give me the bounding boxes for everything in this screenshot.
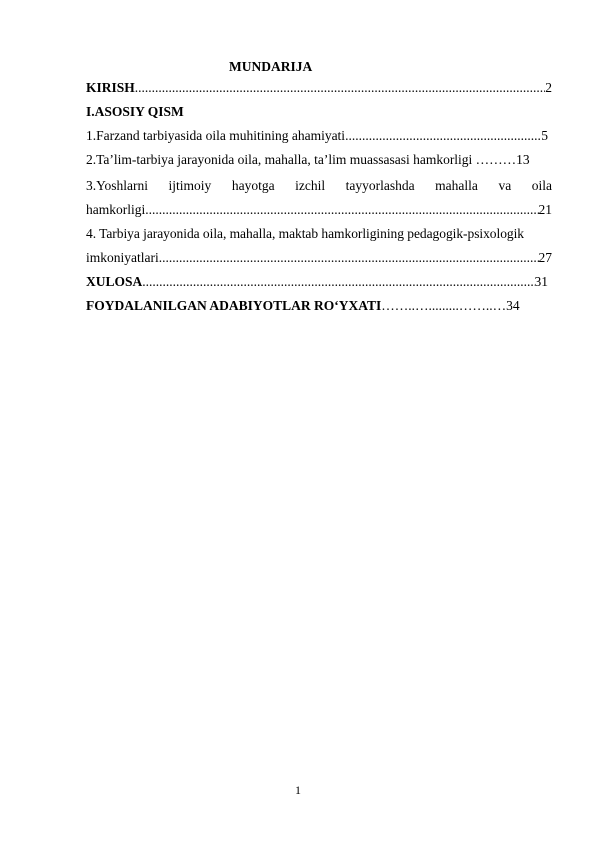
toc-entry-label: hamkorligi: [86, 202, 146, 217]
toc-entry-1[interactable]: [86, 128, 548, 144]
toc-leader-dots: [159, 250, 539, 266]
toc-entry-label: 1.Farzand tarbiyasida oila muhitining ahamiyati: [86, 128, 346, 143]
toc-word: hayotga: [231, 178, 275, 193]
toc-entry-label: KIRISH: [86, 80, 135, 95]
toc-entry-3-line1[interactable]: [86, 178, 552, 194]
toc-word: va: [498, 178, 512, 193]
toc-leader-dots: [142, 274, 534, 290]
toc-word: 3.Yoshlarni: [86, 178, 149, 193]
toc-page-number: 2: [545, 80, 552, 95]
toc-entry-intro[interactable]: [86, 80, 552, 96]
toc-entry-label: FOYDALANILGAN ADABIYOTLAR RO‘YXATI: [86, 298, 382, 313]
toc-entry-label: 2.Ta’lim-tarbiya jarayonida oila, mahalla, ta’lim muassasasi hamkorligi ………13: [86, 152, 530, 167]
toc-page-number: 31: [534, 274, 548, 289]
toc-entry-references[interactable]: [86, 298, 550, 314]
toc-leader-dots: [135, 80, 545, 96]
toc-entry-2[interactable]: [86, 152, 552, 168]
toc-entry-conclusion[interactable]: [86, 274, 548, 290]
page-number: 1: [295, 783, 301, 797]
toc-word: izchil: [295, 178, 326, 193]
toc-entry-4-line1[interactable]: [86, 226, 552, 242]
toc-entry-label: XULOSA: [86, 274, 143, 289]
toc-entry-3-line2[interactable]: [86, 202, 552, 218]
toc-leader-dots: [145, 202, 538, 218]
toc-entry-tail: ……..….........……..…34: [381, 298, 520, 313]
toc-page-number: 21: [538, 202, 552, 217]
toc-word: oila: [531, 178, 552, 193]
toc-part-heading: I.ASOSIY QISM: [86, 104, 184, 119]
toc-leader-dots: [345, 128, 541, 144]
toc-page-number: 27: [538, 250, 552, 265]
toc-word: mahalla: [435, 178, 478, 193]
toc-entry-label: 4. Tarbiya jarayonida oila, mahalla, maktab hamkorligining pedagogik-psixologik: [86, 226, 524, 241]
toc-entry-label: imkoniyatlari: [86, 250, 159, 265]
toc-word: ijtimoiy: [168, 178, 212, 193]
toc-title: MUNDARIJA: [229, 59, 313, 74]
toc-word: tayyorlashda: [345, 178, 415, 193]
toc-page-number: 5: [541, 128, 548, 143]
toc-entry-4-line2[interactable]: [86, 250, 552, 266]
